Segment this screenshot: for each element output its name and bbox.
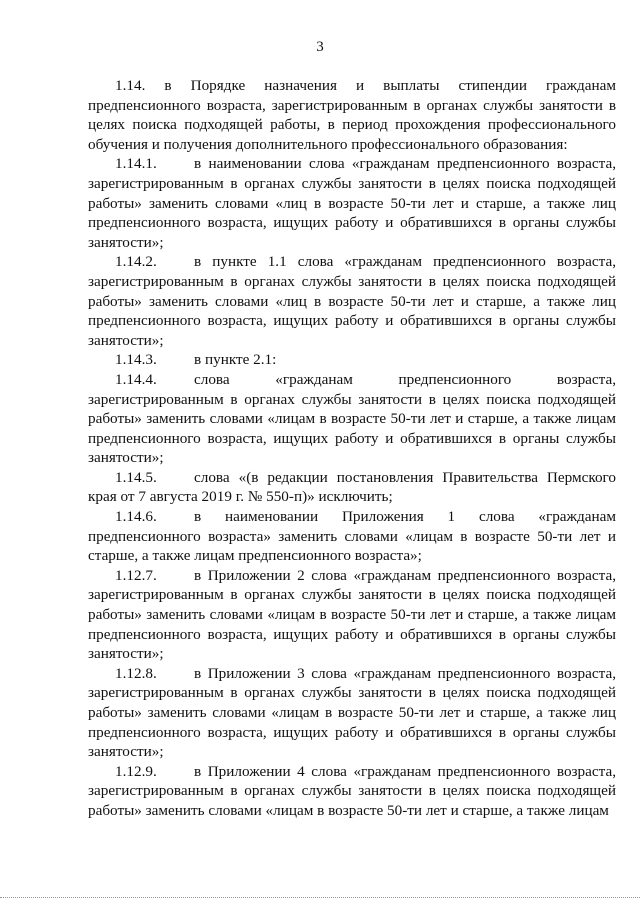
clause-number: 1.12.9. xyxy=(115,762,157,780)
paragraph-text: в пункте 1.1 слова «гражданам предпенсионного возраста, зарегистрированным в органах службы занятости в целях поиска подходящей работы» заменить словами «лиц в возрасте 50-ти лет и старше, а также лиц предпенсионного возраста, ищущих работу и обратившихся в органы службы занятости»; xyxy=(88,253,616,349)
paragraph-1-12-7 xyxy=(88,566,616,664)
paragraph-1-14-5 xyxy=(88,468,616,507)
paragraph-text: слова «(в редакции постановления Правительства Пермского края от 7 августа 2019 г. № 550-п)» исключить; xyxy=(88,468,616,506)
clause-number: 1.14.1. xyxy=(115,155,157,173)
clause-number: 1.14.5. xyxy=(115,468,157,486)
clause-number: 1.12.8. xyxy=(115,664,157,682)
paragraph-text: слова «гражданам предпенсионного возраста, зарегистрированным в органах службы занятости в целях поиска подходящей работы» заменить словами «лицам в возрасте 50-ти лет и старше, а также лицам предпенсионного возраста, ищущих работу и обратившихся в органы службы занятости»; xyxy=(88,370,616,467)
paragraph-1-12-9 xyxy=(88,762,616,821)
paragraph-text: в наименовании слова «гражданам предпенсионного возраста, зарегистрированным в органах службы занятости в целях поиска подходящей работы» заменить словами «лиц в возрасте 50-ти лет и старше, а также лиц предпенсионного возраста, ищущих работу и обратившихся в органы службы занятости»; xyxy=(88,155,616,251)
paragraph-1-14-4 xyxy=(88,370,616,468)
paragraph-1-14-6 xyxy=(88,507,616,566)
clause-number: 1.12.7. xyxy=(115,566,157,584)
page-number: 3 xyxy=(316,39,324,55)
paragraph-1-14 xyxy=(88,76,616,154)
clause-number: 1.14.4. xyxy=(115,370,157,388)
clause-number: 1.14.2. xyxy=(115,253,157,271)
paragraph-text: в Приложении 4 слова «гражданам предпенсионного возраста, зарегистрированным в органах службы занятости в целях поиска подходящей работы» заменить словами «лицам в возрасте 50-ти лет и старше, а также лицам xyxy=(88,762,616,819)
clause-number: 1.14.6. xyxy=(115,508,157,526)
paragraph-1-14-3 xyxy=(88,350,616,370)
paragraph-1-14-2 xyxy=(88,252,616,350)
paragraph-1-14-1 xyxy=(88,154,616,252)
document-body xyxy=(88,76,616,821)
paragraph-text: 1.14. в Порядке назначения и выплаты стипендии гражданам предпенсионного возраста, зарегистрированным в органах службы занятости в целях поиска подходящей работы, в период прохождения профессионального обучения и получения дополнительного профессионального образования: xyxy=(88,77,616,153)
paragraph-text: в Приложении 3 слова «гражданам предпенсионного возраста, зарегистрированным в органах службы занятости в целях поиска подходящей работы» заменить словами «лицам в возрасте 50-ти лет и старше, а также лиц предпенсионного возраста, ищущих работу и обратившихся в органы службы занятости»; xyxy=(88,664,616,761)
paragraph-1-12-8 xyxy=(88,664,616,762)
paragraph-text: в пункте 2.1: xyxy=(194,351,277,369)
paragraph-text: в Приложении 2 слова «гражданам предпенсионного возраста, зарегистрированным в органах службы занятости в целях поиска подходящей работы» заменить словами «лицам в возрасте 50-ти лет и старше, а также лицам предпенсионного возраста, ищущих работу и обратившихся в органы службы занятости»; xyxy=(88,566,616,663)
paragraph-text: в наименовании Приложения 1 слова «гражданам предпенсионного возраста» заменить словами «лицам в возрасте 50-ти лет и старше, а также лицам предпенсионного возраста»; xyxy=(88,508,616,565)
scan-footer-line xyxy=(0,897,640,899)
clause-number: 1.14.3. xyxy=(115,351,157,369)
